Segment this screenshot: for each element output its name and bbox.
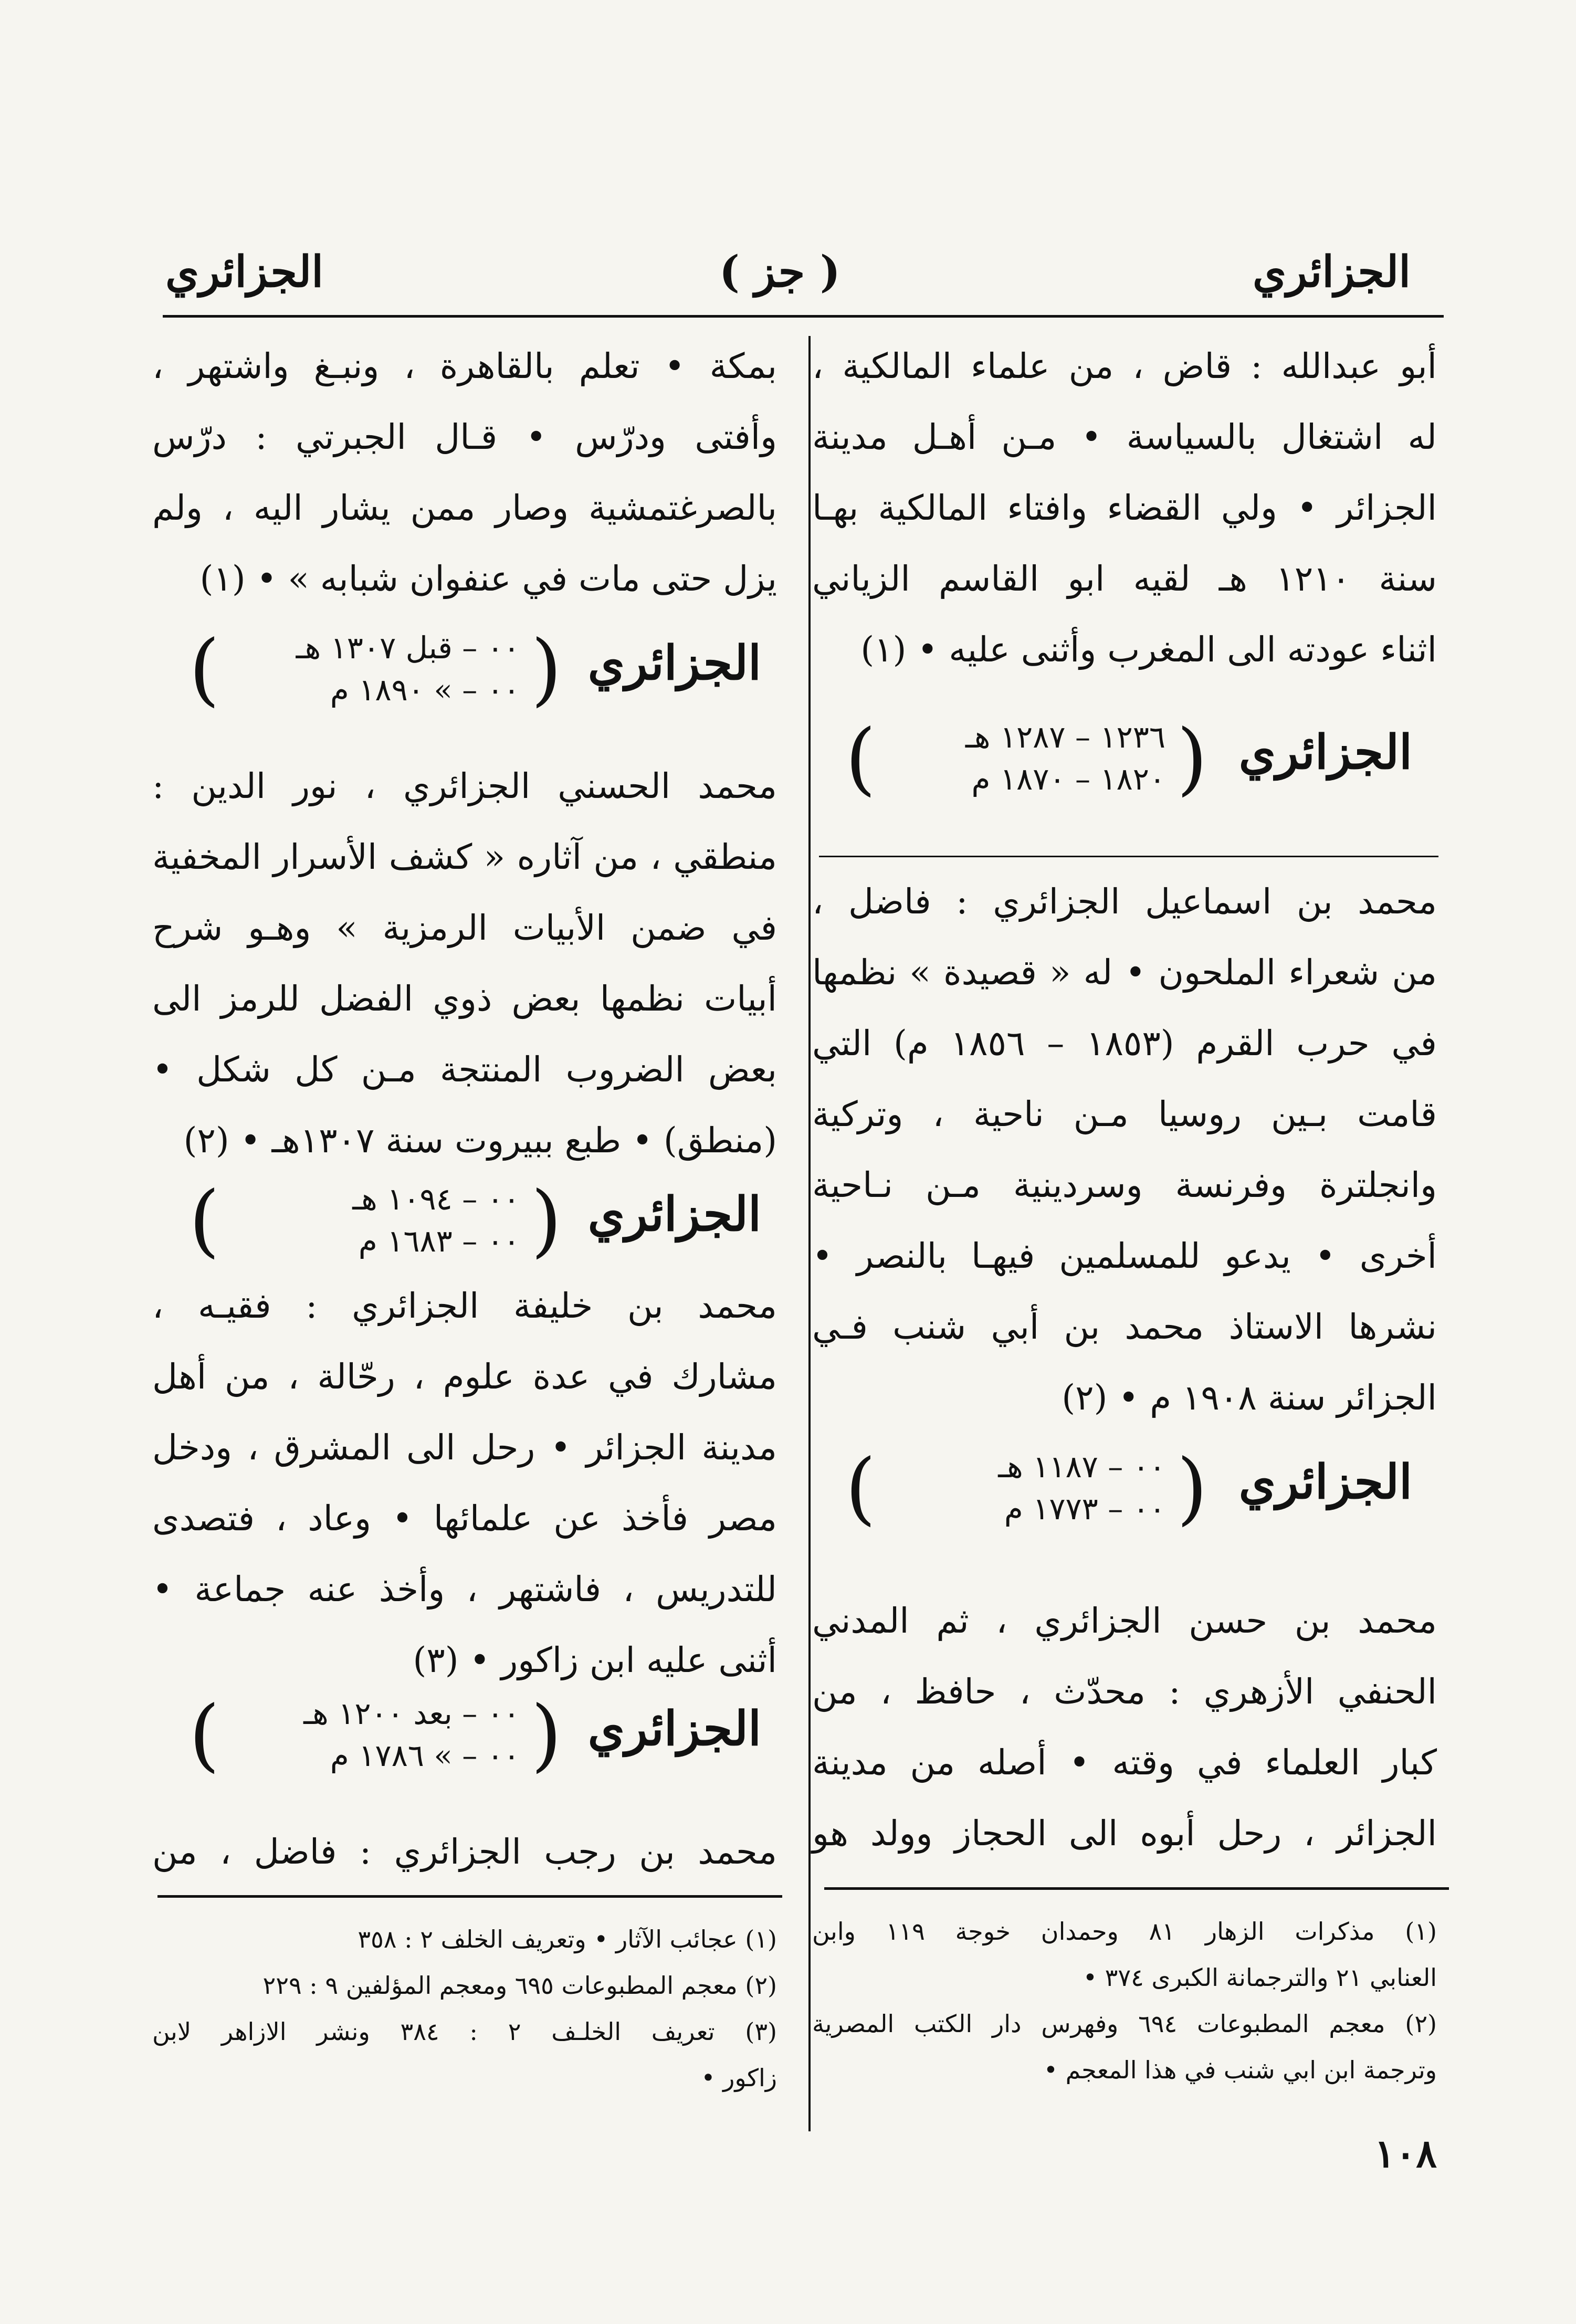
left-text-line: يزل حتى مات في عنفوان شبابه » • (١) bbox=[199, 559, 777, 599]
right-text-line: كبار العلماء في وقته • أصله من مدينة bbox=[812, 1742, 1437, 1783]
right-text-line: محمد بن حسن الجزائري ، ثم المدني bbox=[812, 1601, 1437, 1641]
left-text-line: مصر فأخذ عن علمائها • وعاد ، فتصدى bbox=[152, 1498, 777, 1539]
entry-paren-open: ( bbox=[531, 1689, 562, 1781]
footnote-line: زاكور • bbox=[701, 2064, 777, 2092]
right-text-line: قامت بـين روسيا مـن ناحية ، وتركية bbox=[812, 1094, 1437, 1134]
right-text-line: الجزائر • ولي القضاء وافتاء المالكية بهـا bbox=[812, 488, 1437, 528]
left-text-line: في ضمن الأبيات الرمزية » وهـو شرح bbox=[152, 908, 777, 948]
right-entry-heading-1 bbox=[835, 703, 1412, 824]
left-text-line: (منطق) • طبع ببيروت سنة ١٣٠٧هـ • (٢) bbox=[183, 1120, 777, 1161]
left-entry-heading-2 bbox=[168, 1165, 761, 1286]
entry-name: الجزائري bbox=[587, 635, 761, 691]
entry-greg-dates: ١٨٢٠ – ١٨٧٠ م bbox=[971, 761, 1165, 797]
entry-name: الجزائري bbox=[1238, 1454, 1412, 1510]
right-text-line: سنة ١٢١٠ هـ لقيه ابو القاسم الزياني bbox=[812, 559, 1437, 599]
right-text-line: الحنفي الأزهري : محدّث ، حافظ ، من bbox=[812, 1671, 1437, 1712]
entry-greg-dates: ٠٠ – » ١٧٨٦ م bbox=[330, 1738, 520, 1773]
right-entry-body-2 bbox=[812, 1585, 1437, 1869]
right-text-line: محمد بن اسماعيل الجزائري : فاضل ، bbox=[812, 881, 1437, 922]
entry-greg-dates: ٠٠ – » ١٨٩٠ م bbox=[330, 672, 520, 708]
footnote-line: العنابي ٢١ والترجمانة الكبرى ٣٧٤ • bbox=[1083, 1963, 1437, 1992]
header-left-word: الجزائري bbox=[165, 247, 323, 297]
left-text-line: أبيات نظمها بعض ذوي الفضل للرمز الى bbox=[152, 979, 777, 1019]
entry-hijri-dates: ١٢٣٦ – ١٢٨٧ هـ bbox=[965, 719, 1165, 755]
footnote-line: (١) مذكرات الزهار ٨١ وحمدان خوجة ١١٩ وابن bbox=[812, 1917, 1437, 1946]
right-entry-heading-2 bbox=[835, 1428, 1412, 1549]
left-footnotes bbox=[152, 1916, 777, 2101]
footnote-line: (٢) معجم المطبوعات ٦٩٤ وفهرس دار الكتب المصرية bbox=[812, 2010, 1437, 2038]
left-text-line: محمد بن رجب الجزائري : فاضل ، من bbox=[152, 1832, 777, 1872]
left-text-line: بعض الضروب المنتجة مـن كل شكل • bbox=[152, 1049, 777, 1090]
header-center-label: ( جز ) bbox=[719, 247, 840, 297]
left-text-line: مدينة الجزائر • رحل الى المشرق ، ودخل bbox=[152, 1427, 777, 1468]
header-right-word: الجزائري bbox=[1253, 247, 1411, 297]
left-text-line: أثنى عليه ابن زاكور • (٣) bbox=[413, 1640, 777, 1680]
entry-paren-close: ) bbox=[189, 1175, 220, 1266]
left-entry-body-2 bbox=[152, 1270, 777, 1696]
left-text-line: محمد الحسني الجزائري ، نور الدين : bbox=[152, 766, 777, 806]
right-text-line: له اشتغال بالسياسة • مـن أهـل مدينة bbox=[812, 417, 1437, 457]
entry-paren-close: ) bbox=[845, 713, 876, 804]
entry-greg-dates: ٠٠ – ١٧٧٣ م bbox=[1004, 1491, 1165, 1527]
right-text-line: الجزائر ، رحل أبوه الى الحجاز وولد هو bbox=[812, 1813, 1437, 1854]
left-text-line: منطقي ، من آثاره « كشف الأسرار المخفية bbox=[152, 837, 777, 877]
entry-paren-open: ( bbox=[531, 1175, 562, 1266]
left-text-line: وأفتى ودرّس • قـال الجبرتي : درّس bbox=[152, 417, 777, 457]
entry-greg-dates: ٠٠ – ١٦٨٣ م bbox=[358, 1223, 520, 1259]
right-text-line: من شعراء الملحون • له « قصيدة » نظمها bbox=[812, 952, 1437, 993]
entry-paren-open: ( bbox=[531, 624, 562, 715]
right-footnote-rule bbox=[824, 1887, 1449, 1890]
left-entry-heading-1 bbox=[168, 614, 761, 735]
page-number: ١٠٨ bbox=[1374, 2131, 1437, 2176]
left-entry-body-3 bbox=[152, 1816, 777, 1887]
right-text-line: اثناء عودته الى المغرب وأثنى عليه • (١) bbox=[860, 629, 1437, 670]
right-divider-1 bbox=[819, 856, 1438, 857]
right-text-line: نشرها الاستاذ محمد بن أبي شنب فـي bbox=[812, 1307, 1437, 1347]
entry-paren-open: ( bbox=[1176, 1443, 1207, 1534]
left-column bbox=[152, 331, 777, 614]
entry-paren-close: ) bbox=[845, 1443, 876, 1534]
entry-name: الجزائري bbox=[587, 1701, 761, 1757]
entry-name: الجزائري bbox=[587, 1186, 761, 1242]
right-text-line: وانجلترة وفرنسة وسردينية مـن نـاحية bbox=[812, 1165, 1437, 1205]
footnote-line: (٢) معجم المطبوعات ٦٩٥ ومعجم المؤلفين ٩ : ٢٢٩ bbox=[262, 1971, 777, 2000]
entry-paren-open: ( bbox=[1176, 713, 1207, 804]
left-text-line: بالصرغتمشية وصار ممن يشار اليه ، ولم bbox=[152, 488, 777, 528]
footnote-line: (١) عجائب الآثار • وتعريف الخلف ٢ : ٣٥٨ bbox=[358, 1925, 777, 1953]
entry-hijri-dates: ٠٠ – ١٠٩٤ هـ bbox=[352, 1181, 520, 1217]
header-rule bbox=[163, 315, 1444, 318]
entry-paren-close: ) bbox=[189, 1689, 220, 1781]
right-text-line: أخرى • يدعو للمسلمين فيهـا بالنصر • bbox=[812, 1236, 1437, 1276]
right-text-line: أبو عبدالله : قاض ، من علماء المالكية ، bbox=[812, 346, 1437, 386]
entry-paren-close: ) bbox=[189, 624, 220, 715]
right-entry-body-1 bbox=[812, 866, 1437, 1433]
left-text-line: بمكة • تعلم بالقاهرة ، ونبـغ واشتهر ، bbox=[152, 346, 777, 386]
entry-name: الجزائري bbox=[1238, 724, 1412, 780]
footnote-line: (٣) تعريف الخلـف ٢ : ٣٨٤ ونشر الازاهر لابن bbox=[152, 2017, 777, 2046]
right-text-line: الجزائر سنة ١٩٠٨ م • (٢) bbox=[1062, 1377, 1437, 1418]
left-entry-body-1 bbox=[152, 751, 777, 1176]
entry-hijri-dates: ٠٠ – ١١٨٧ هـ bbox=[998, 1449, 1165, 1485]
right-footnotes bbox=[812, 1908, 1437, 2093]
footnote-line: وترجمة ابن ابي شنب في هذا المعجم • bbox=[1043, 2056, 1437, 2084]
left-text-line: مشارك في عدة علوم ، رحّالة ، من أهل bbox=[152, 1356, 777, 1397]
entry-hijri-dates: ٠٠ – قبل ١٣٠٧ هـ bbox=[296, 630, 520, 666]
left-text-line: محمد بن خليفة الجزائري : فقيـه ، bbox=[152, 1286, 777, 1326]
column-divider bbox=[808, 336, 811, 2131]
right-column bbox=[812, 331, 1437, 685]
right-text-line: في حرب القرم (١٨٥٣ – ١٨٥٦ م) التي bbox=[812, 1023, 1437, 1064]
entry-hijri-dates: ٠٠ – بعد ١٢٠٠ هـ bbox=[303, 1696, 520, 1731]
left-footnote-rule bbox=[157, 1895, 782, 1898]
left-entry-heading-3 bbox=[168, 1685, 761, 1806]
left-text-line: للتدريس ، فاشتهر ، وأخذ عنه جماعة • bbox=[152, 1569, 777, 1610]
